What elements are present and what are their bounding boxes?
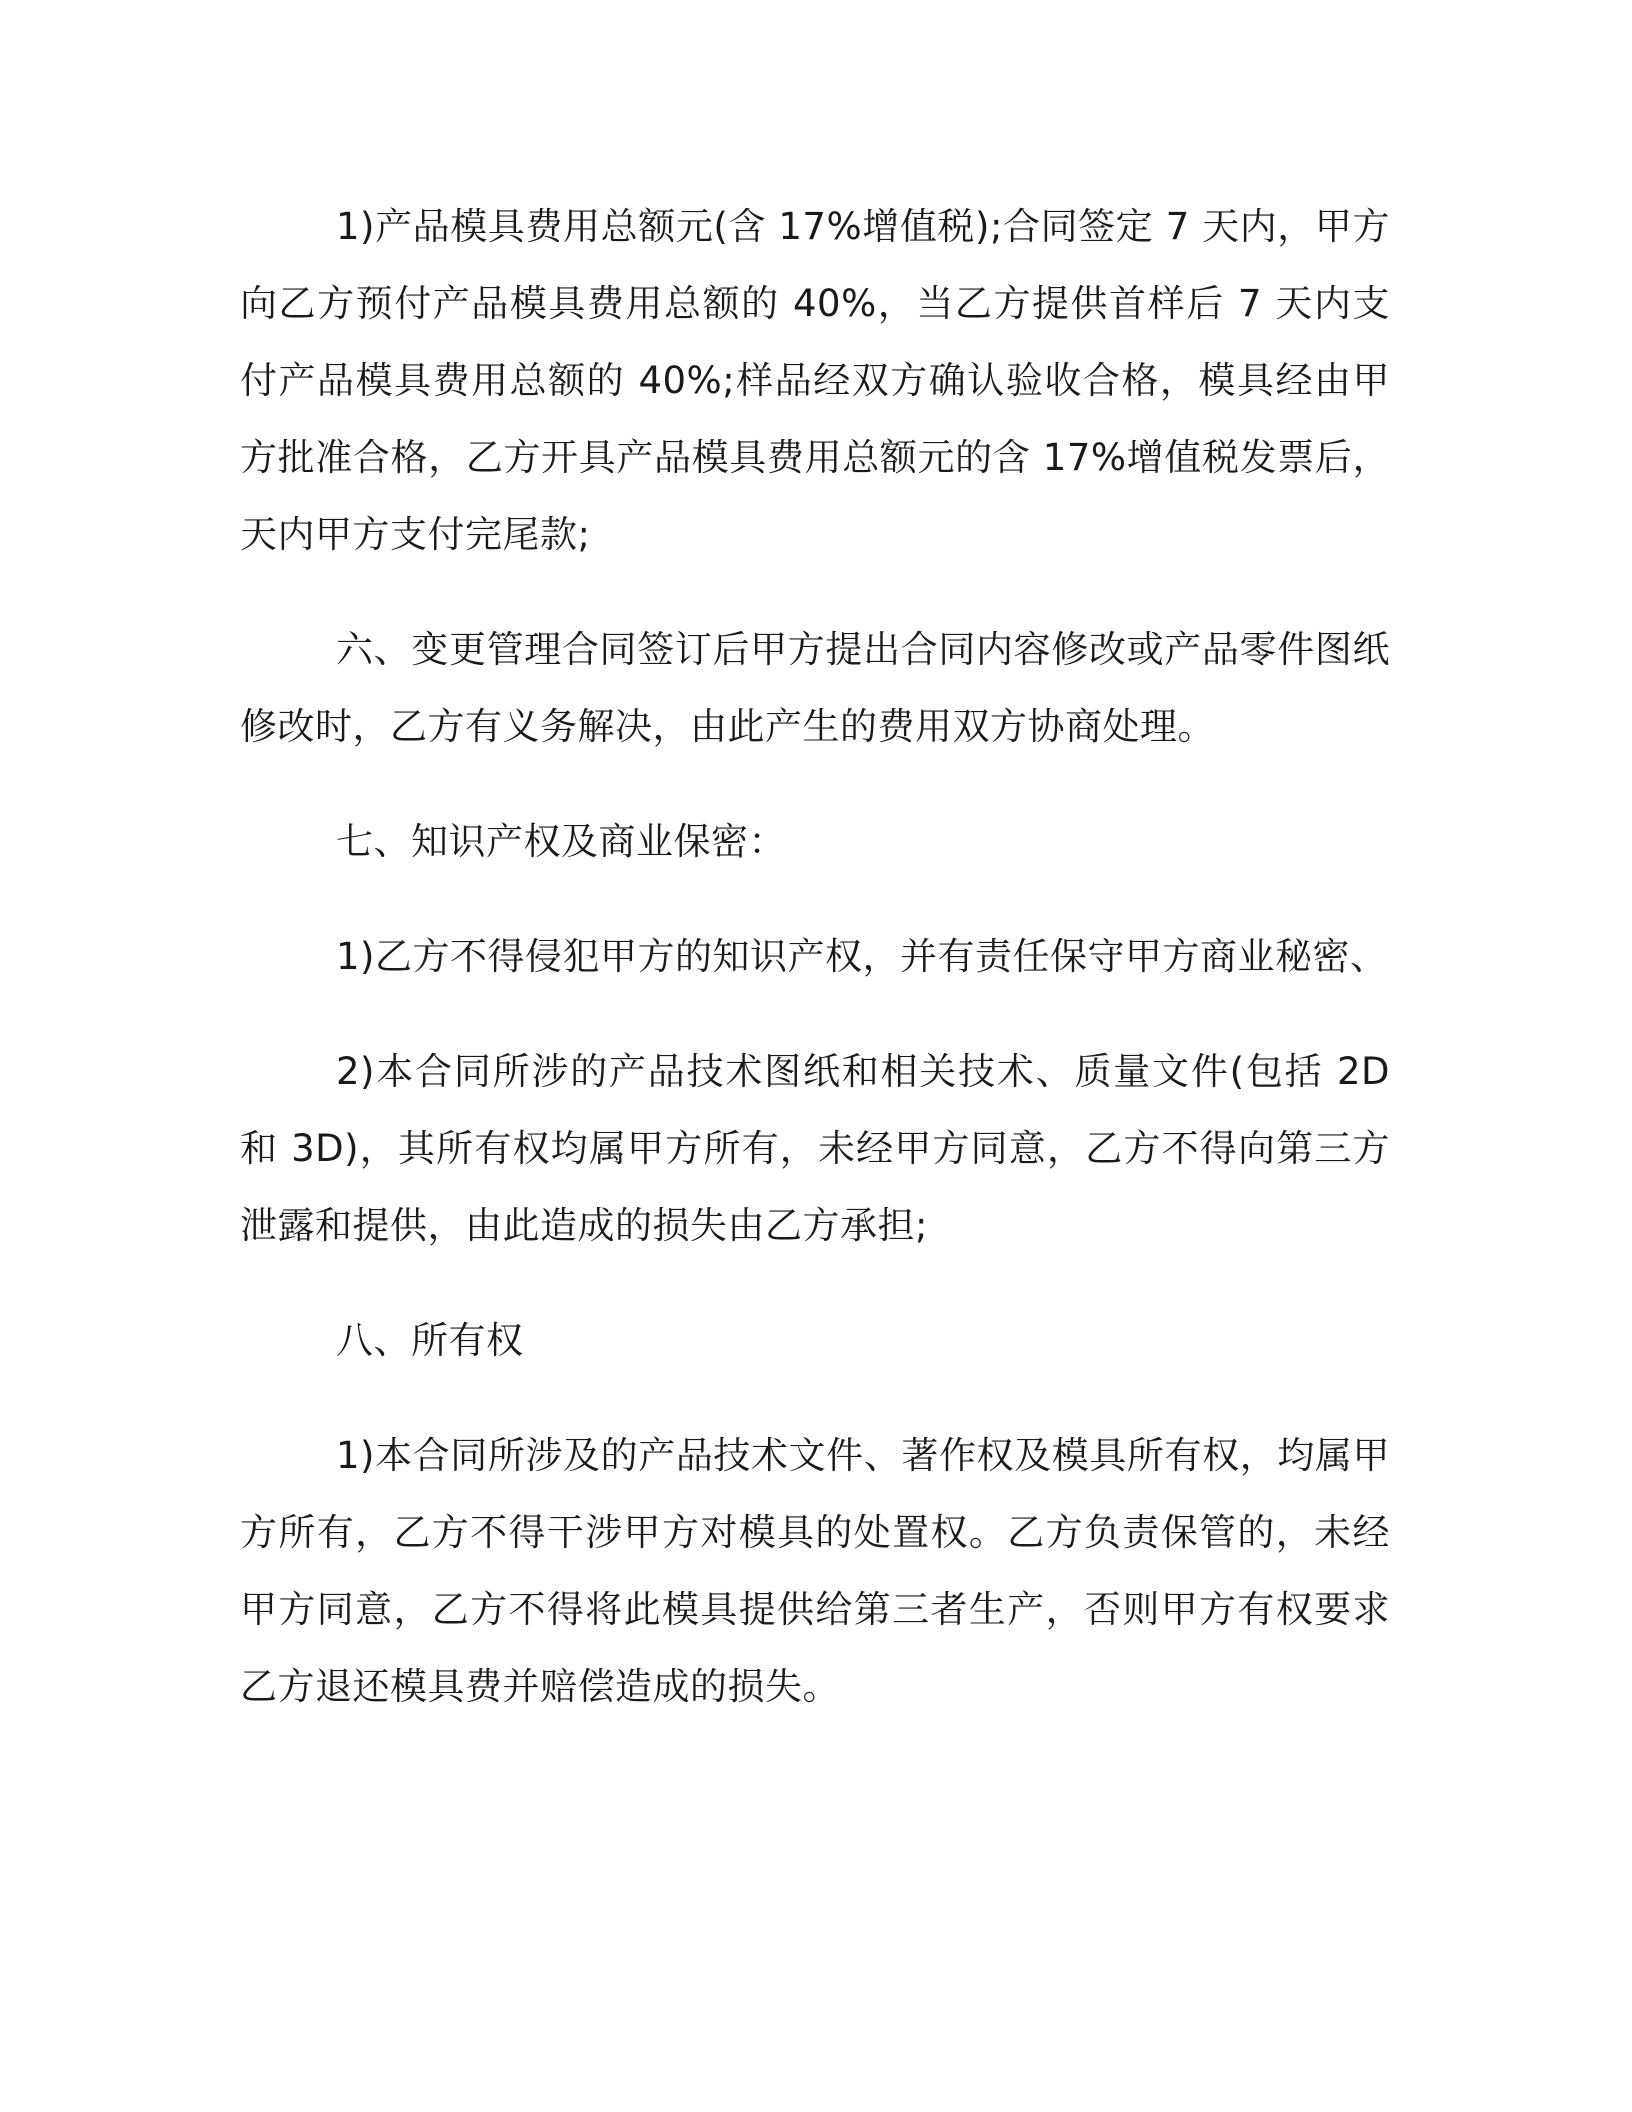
document-body [240, 188, 1390, 1725]
paragraph-mold-fee-payment: 1)产品模具费用总额元(含 17%增值税);合同签定 7 天内，甲方向乙方预付产品模具费用总额的 40%，当乙方提供首样后 7 天内支付产品模具费用总额的 40%;样品经双方确认验收合格，模具经由甲方批准合格，乙方开具产品模具费用总额元的含 17%增值税发票后，天内甲方支付完尾款; [240, 205, 1390, 556]
paragraph-ownership-clause-1: 1)本合同所涉及的产品技术文件、著作权及模具所有权，均属甲方所有，乙方不得干涉甲方对模具的处置权。乙方负责保管的，未经甲方同意，乙方不得将此模具提供给第三者生产，否则甲方有权要求乙方退还模具费并赔偿造成的损失。 [240, 1434, 1390, 1708]
heading-intellectual-property: 七、知识产权及商业保密： [336, 820, 786, 863]
heading-ownership: 八、所有权 [336, 1319, 524, 1362]
paragraph-change-management: 六、变更管理合同签订后甲方提出合同内容修改或产品零件图纸修改时，乙方有义务解决，由此产生的费用双方协商处理。 [240, 628, 1390, 748]
paragraph-ip-clause-2: 2)本合同所涉的产品技术图纸和相关技术、质量文件(包括 2D 和 3D)，其所有权均属甲方所有，未经甲方同意，乙方不得向第三方泄露和提供，由此造成的损失由乙方承担; [240, 1050, 1390, 1247]
paragraph-ip-clause-1: 1)乙方不得侵犯甲方的知识产权，并有责任保守甲方商业秘密、 [336, 935, 1388, 978]
